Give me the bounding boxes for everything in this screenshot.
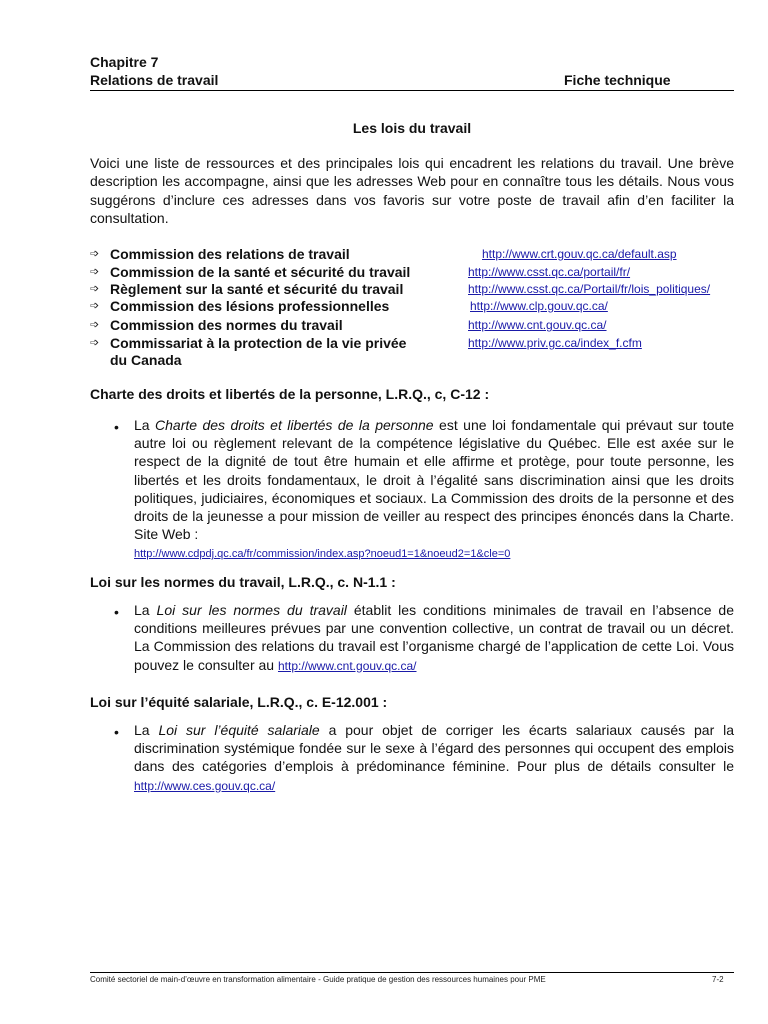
resource-name: Règlement sur la santé et sécurité du travail [110,281,404,297]
resource-name: Commission des lésions professionnelles [110,298,390,314]
arrow-right-icon: ➩ [90,319,100,331]
resource-name-continuation: du Canada [110,352,182,368]
resource-item [90,263,734,281]
arrow-right-icon: ➩ [90,248,100,260]
body-text: a pour objet de corriger les écarts salariaux causés par la discrimination systémique fondée sur le sexe à l’égard des personnes qui occupent des emplois dans des catégories d’emplois à prédominance féminine. Pour plus de détails consulter le [134,722,735,775]
document-page [90,0,734,1024]
section-heading-charte: Charte des droits et libertés de la personne, L.R.Q., c, C-12 : [90,386,490,402]
section-body-equite [134,721,734,795]
law-title: Loi sur les normes du travail [156,602,347,618]
section-heading-equite: Loi sur l’équité salariale, L.R.Q., c. E-12.001 : [90,694,388,710]
normes-link[interactable]: http://www.cnt.gouv.qc.ca/ [277,658,417,673]
page-title: Les lois du travail [352,120,472,136]
resource-name: Commission de la santé et sécurité du travail [110,264,411,280]
doc-type-label: Fiche technique [564,72,671,88]
bullet: • [114,604,119,620]
resource-item [90,245,734,263]
resource-item [90,316,734,334]
footer-rule [90,972,734,973]
arrow-right-icon: ➩ [90,283,100,295]
resource-item [90,334,734,352]
equite-link[interactable]: http://www.ces.gouv.qc.ca/ [134,778,276,793]
section-label: Relations de travail [90,72,219,88]
bullet: • [114,724,119,740]
page-number: 7-2 [712,975,724,984]
arrow-right-icon: ➩ [90,337,100,349]
chapter-label: Chapitre 7 [90,54,159,70]
footer-text: Comité sectoriel de main-d’œuvre en transformation alimentaire - Guide pratique de gestion des ressources humaines pour PME [90,975,546,984]
resource-link[interactable]: http://www.cnt.gouv.qc.ca/ [468,318,607,332]
header-rule [90,90,734,91]
body-text: établit les conditions minimales de travail en l’absence de conditions meilleures prévues par une convention collective, un contrat de travail ou un décret. La Commission des relations du travail est l’organisme chargé de l’application de cette Loi. Vous pouvez le consulter au [134,602,735,673]
law-title: Loi sur l’équité salariale [158,722,320,738]
body-prefix: La [134,602,157,618]
section-body-charte [134,416,734,564]
section-heading-normes: Loi sur les normes du travail, L.R.Q., c. N-1.1 : [90,574,396,590]
intro-paragraph: Voici une liste de ressources et des principales lois qui encadrent les relations du travail. Une brève description les accompagne, ainsi que les adresses Web pour en connaître tous les détails. Nous vous suggérons d’inclure ces adresses dans vos favoris sur votre poste de travail afin d’en faciliter la consultation. [90,155,734,227]
charte-link[interactable]: http://www.cdpdj.qc.ca/fr/commission/index.asp?noeud1=1&noeud2=1&cle=0 [134,548,511,561]
arrow-right-icon: ➩ [90,266,100,278]
bullet: • [114,419,119,435]
body-prefix: La [134,722,159,738]
arrow-right-icon: ➩ [90,300,100,312]
body-prefix: La [134,417,156,433]
resource-name: Commission des normes du travail [110,317,343,333]
resource-item [90,280,734,298]
body-text: est une loi fondamentale qui prévaut sur toute autre loi ou règlement relevant de la compétence législative du Québec. Elle est axée sur le respect de la dignité de tout être humain et elle affirme et protège, pour toute personne, les libertés et les droits fondamentaux, le droit à l’égalité sans discrimination ainsi que les droits politiques, judiciaires, économiques et sociaux. La Commission des droits de la personne et des droits de la jeunesse a pour mission de veiller au respect des principes énoncés dans la Charte. Site Web : [134,417,734,543]
resource-link[interactable]: http://www.csst.qc.ca/portail/fr/ [468,265,631,279]
section-body-normes [134,601,734,675]
law-title: Charte des droits et libertés de la personne [155,417,434,433]
resource-link[interactable]: http://www.crt.gouv.qc.ca/default.asp [482,247,677,261]
resource-link[interactable]: http://www.csst.qc.ca/Portail/fr/lois_politiques/ [468,282,711,296]
resource-item [90,297,734,315]
resource-name: Commission des relations de travail [110,246,350,262]
resource-link[interactable]: http://www.clp.gouv.qc.ca/ [470,299,608,313]
resource-link[interactable]: http://www.priv.gc.ca/index_f.cfm [468,336,642,350]
resource-name: Commissariat à la protection de la vie privée [110,335,407,351]
